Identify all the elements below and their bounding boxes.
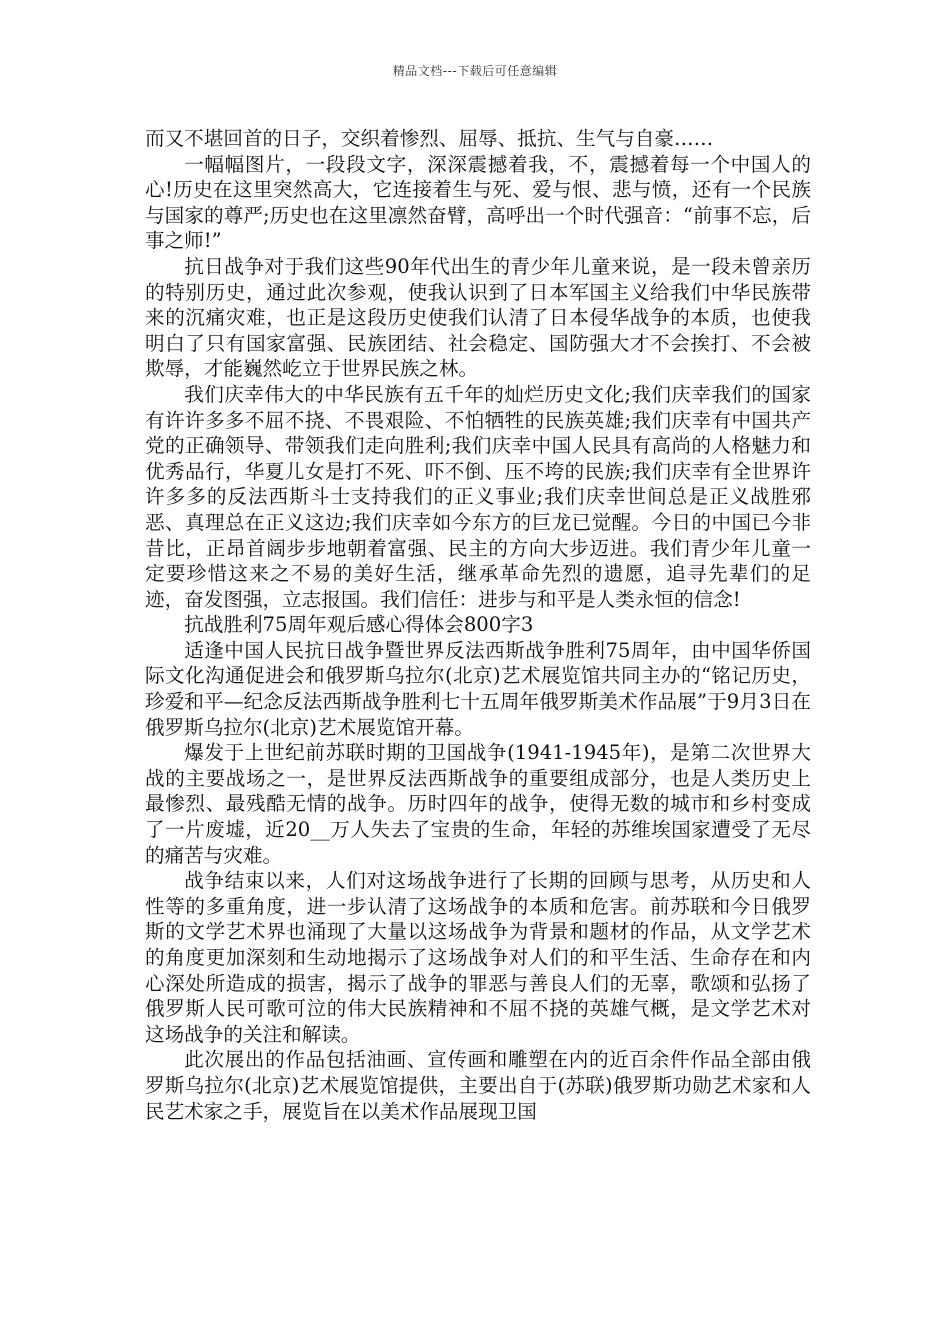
- paragraph: 适逢中国人民抗日战争暨世界反法西斯战争胜利75周年，由中国华侨国际文化沟通促进会和俄罗斯乌拉尔(北京)艺术展览馆共同主办的“铭记历史，珍爱和平—纪念反法西斯战争胜利七十五周年俄罗斯美术作品展”于9月3日在俄罗斯乌拉尔(北京)艺术展览馆开幕。: [145, 638, 811, 739]
- page-header: 精品文档---下载后可任意编辑: [392, 64, 558, 78]
- section-heading: 抗战胜利75周年观后感心得体会800字3: [184, 613, 534, 637]
- document-body: [145, 126, 811, 1124]
- paragraph: 一幅幅图片，一段段文字，深深震撼着我，不，震撼着每一个中国人的心!历史在这里突然高大，它连接着生与死、爱与恨、悲与愤，还有一个民族与国家的尊严;历史也在这里凛然奋臂，高呼出一个时代强音：“前事不忘，后事之师!”: [145, 152, 811, 253]
- paragraph: 爆发于上世纪前苏联时期的卫国战争(1941-1945年)，是第二次世界大战的主要战场之一，是世界反法西斯战争的重要组成部分，也是人类历史上最惨烈、最残酷无情的战争。历时四年的战争，使得无数的城市和乡村变成了一片废墟，近20__万人失去了宝贵的生命，年轻的苏维埃国家遭受了无尽的痛苦与灾难。: [145, 741, 811, 867]
- paragraph: 此次展出的作品包括油画、宣传画和雕塑在内的近百余件作品全部由俄罗斯乌拉尔(北京)艺术展览馆提供，主要出自于(苏联)俄罗斯功勋艺术家和人民艺术家之手，展览旨在以美术作品展现卫国: [145, 1048, 811, 1123]
- paragraph: 战争结束以来，人们对这场战争进行了长期的回顾与思考，从历史和人性等的多重角度，进一步认清了这场战争的本质和危害。前苏联和今日俄罗斯的文学艺术界也涌现了大量以这场战争为背景和题材的作品，从文学艺术的角度更加深刻和生动地揭示了这场战争对人们的和平生活、生命存在和内心深处所造成的损害，揭示了战争的罪恶与善良人们的无辜，歌颂和弘扬了俄罗斯人民可歌可泣的伟大民族精神和不屈不挠的英雄气概，是文学艺术对这场战争的关注和解读。: [145, 869, 811, 1046]
- paragraph-continuation: 而又不堪回首的日子，交织着惨烈、屈辱、抵抗、生气与自豪……: [145, 127, 714, 150]
- paragraph: 抗日战争对于我们这些90年代出生的青少年儿童来说，是一段未曾亲历的特别历史，通过此次参观，使我认识到了日本军国主义给我们中华民族带来的沉痛灾难，也正是这段历史使我们认清了日本侵华战争的本质，也使我明白了只有国家富强、民族团结、社会稳定、国防强大才不会挨打、不会被欺辱，才能巍然屹立于世界民族之林。: [145, 254, 811, 381]
- paragraph: 我们庆幸伟大的中华民族有五千年的灿烂历史文化;我们庆幸我们的国家有许许多多不屈不挠、不畏艰险、不怕牺牲的民族英雄;我们庆幸有中国共产党的正确领导、带领我们走向胜利;我们庆幸中国人民具有高尚的人格魅力和优秀品行，华夏儿女是打不死、吓不倒、压不垮的民族;我们庆幸有全世界许许多多的反法西斯斗士支持我们的正义事业;我们庆幸世间总是正义战胜邪恶、真理总在正义这边;我们庆幸如今东方的巨龙已觉醒。今日的中国已今非昔比，正昂首阔步步地朝着富强、民主的方向大步迈进。我们青少年儿童一定要珍惜这来之不易的美好生活，继承革命先烈的遗愿，追寻先辈们的足迹，奋发图强，立志报国。我们信任：进步与和平是人类永恒的信念!: [145, 382, 811, 611]
